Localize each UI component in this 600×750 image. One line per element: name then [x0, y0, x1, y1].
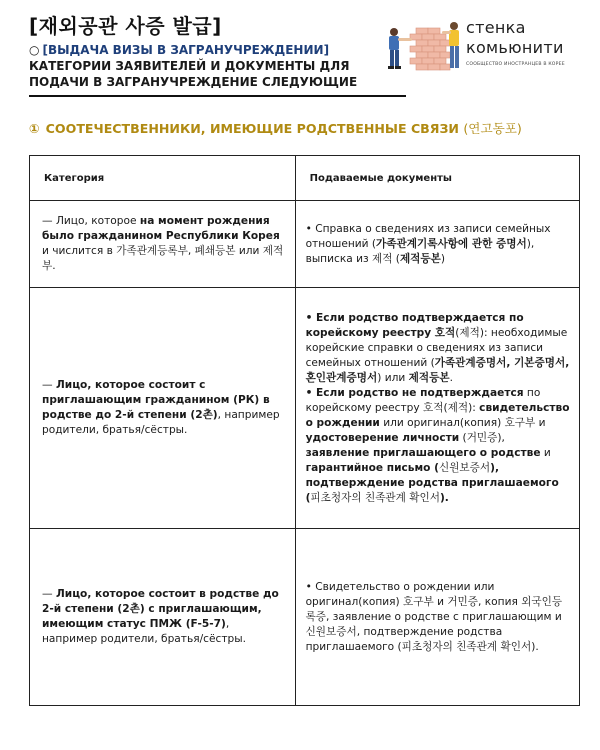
- logo-tagline: СООБЩЕСТВО ИНОСТРАНЦЕВ В КОРЕЕ: [466, 62, 565, 67]
- logo-line-2: комьюнити: [466, 38, 564, 57]
- cell-text: 가족관계증명서, 기본증명서, 혼인관계증명서: [305, 356, 570, 384]
- table-row: [30, 201, 580, 288]
- brick-wall-builders-illustration: [378, 16, 462, 78]
- cell-text: по корейскому реестру 호적(제적):: [305, 386, 541, 414]
- subtitle-text: КАТЕГОРИИ ЗАЯВИТЕЛЕЙ И ДОКУМЕНТЫ ДЛЯ ПОДАЧИ В ЗАГРАНУЧРЕЖДЕНИЕ СЛЕДУЮЩИЕ: [29, 59, 358, 89]
- cell-text: или оригинал(копия) 호구부 и: [379, 416, 546, 429]
- cell-text: Лицо, которое состоит в родстве до 2-й степени (2촌) с приглашающим, имеющим статус ПМЖ (F-5-7): [42, 588, 279, 630]
- cell-text: • Если родство не подтверждается: [305, 386, 524, 399]
- section-title: СООТЕЧЕСТВЕННИКИ, ИМЕЮЩИЕ РОДСТВЕННЫЕ СВЯЗИ: [45, 121, 459, 136]
- cell-text: — Лицо, которое: [42, 215, 140, 227]
- cell-text: • Если родство подтверждается по корейскому реестру 호적: [305, 311, 524, 339]
- cell-text: 피초청자의 친족관계 확인서: [310, 491, 440, 504]
- cell-text: • Свидетельство о рождении или оригинал(копия) 호구부 и 거민증, копия 외국인등록증, заявление о родстве с приглашающим и 신원보증서, подтверждение родства приглашаемого (피초청자의 친족관계 확인서).: [305, 580, 563, 653]
- page-title: [재외공관 사증 발급]: [29, 14, 222, 38]
- subtitle-bullet: ○: [29, 43, 40, 57]
- cell-text: , например родители, братья/сёстры.: [42, 409, 280, 436]
- documents-cell: [295, 201, 579, 288]
- documents-cell: [295, 529, 579, 706]
- cell-text: ) или: [377, 371, 409, 384]
- cell-text: —: [42, 588, 56, 600]
- header-documents: Подаваемые документы: [295, 156, 579, 201]
- cell-text: , например родители, братья/сёстры.: [42, 618, 246, 645]
- cell-text: ), подтверждение родства приглашаемого (: [305, 461, 559, 504]
- header-category: Категория: [30, 156, 296, 201]
- cell-text: свидетельство о рождении: [305, 401, 570, 429]
- cell-text: заявление приглашающего о родстве: [305, 446, 541, 459]
- section-heading: [29, 118, 589, 137]
- documents-table: [29, 155, 580, 706]
- cell-text: ): [440, 252, 446, 265]
- documents-cell: [295, 288, 579, 529]
- cell-text: 제적등본: [399, 252, 441, 265]
- logo: [466, 18, 596, 67]
- cell-text: гарантийное письмо (: [305, 461, 439, 474]
- cell-text: (거민증),: [459, 431, 505, 444]
- cell-text: 신원보증서: [438, 461, 491, 474]
- cell-text: (제적): необходимые корейские справки о сведениях из записи семейных отношений (: [305, 326, 568, 369]
- cell-text: удостоверение личности: [305, 431, 460, 444]
- cell-text: ).: [439, 491, 449, 504]
- logo-line-1: стенка: [466, 18, 526, 37]
- cell-text: —: [42, 379, 56, 391]
- header-divider: [29, 95, 406, 97]
- cell-text: ), выписка из 제적 (: [305, 237, 535, 265]
- cell-text: 제적등본: [408, 371, 450, 384]
- category-cell: [30, 201, 296, 288]
- cell-text: и числится в 가족관계등록부, 폐쇄등본 или 제적부.: [42, 245, 284, 272]
- table-row: [30, 529, 580, 706]
- category-cell: [30, 288, 296, 529]
- cell-text: и: [540, 446, 551, 459]
- page-subtitle: [29, 42, 389, 90]
- subtitle-highlight: [ВЫДАЧА ВИЗЫ В ЗАГРАНУЧРЕЖДЕНИИ]: [42, 43, 330, 57]
- section-number: ①: [29, 121, 40, 136]
- cell-text: .: [449, 371, 453, 384]
- cell-text: на момент рождения было гражданином Республики Корея: [42, 215, 280, 242]
- cell-text: • Справка о сведениях из записи семейных отношений (: [305, 222, 551, 250]
- cell-text: 가족관계기록사항에 관한 증명서: [376, 237, 527, 250]
- category-cell: [30, 529, 296, 706]
- section-korean-label: (연고동포): [463, 121, 522, 136]
- table-row: [30, 288, 580, 529]
- cell-text: Лицо, которое состоит с приглашающим гражданином (РК) в родстве до 2-й степени (2촌): [42, 379, 270, 421]
